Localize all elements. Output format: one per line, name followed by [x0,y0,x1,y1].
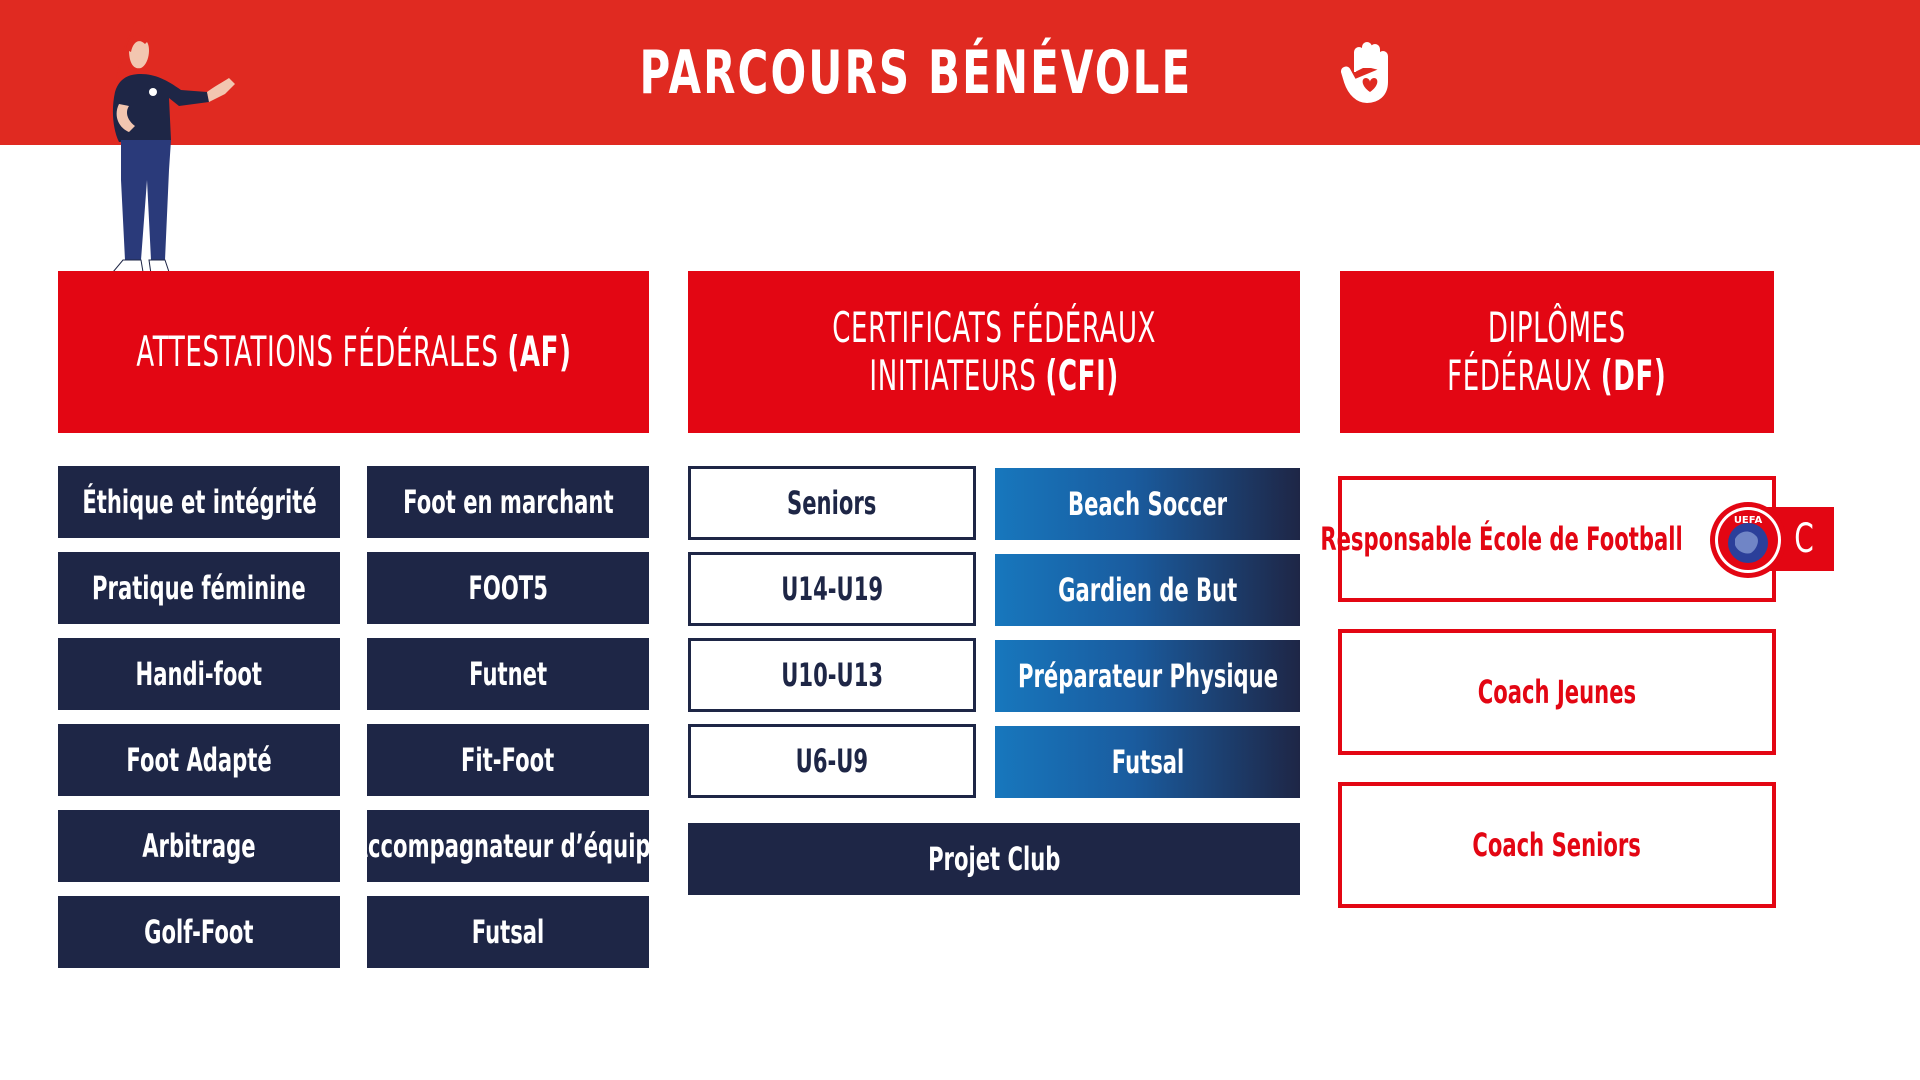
uefa-logo-icon [1709,501,1787,579]
af-header-bold: (AF) [506,327,572,376]
af-tile-label: FOOT5 [468,569,548,607]
df-header-line2-bold: (DF) [1600,351,1667,400]
af-tile-handi-foot[interactable] [58,638,340,710]
cfi-tile-label: Seniors [787,484,877,522]
af-tile-accompagnateur[interactable] [351,810,665,882]
af-tile-label: Golf-Foot [144,913,254,951]
cfi-header-line2-bold: (CFI) [1045,351,1119,400]
af-tile-golf-foot[interactable] [58,896,340,968]
af-tile-label: Pratique féminine [92,569,306,607]
af-tile-foot5[interactable] [367,552,649,624]
df-header-line2-light: FÉDÉRAUX [1447,351,1601,400]
cfi-tile-label: Futsal [1111,743,1184,781]
cfi-header [688,271,1300,433]
df-tile-label: Coach Jeunes [1477,673,1637,711]
cfi-tile-gardien-de-but[interactable] [995,554,1300,626]
af-tile-label: Futsal [471,913,545,951]
cfi-tile-u14-u19[interactable] [688,552,976,626]
cfi-tile-u6-u9[interactable] [688,724,976,798]
af-tile-label: Foot Adapté [126,741,272,779]
cfi-tile-label: U6-U9 [795,742,869,780]
af-header [58,271,649,433]
af-header-light: ATTESTATIONS FÉDÉRALES [135,327,507,376]
af-tile-pratique-feminine[interactable] [58,552,340,624]
cfi-header-line2-light: INITIATEURS [869,351,1046,400]
af-tile-foot-adapte[interactable] [58,724,340,796]
df-header [1340,271,1774,433]
df-tile-coach-seniors[interactable] [1338,782,1776,908]
cfi-tile-label: Projet Club [927,840,1061,878]
af-tile-label: Éthique et intégrité [81,483,317,521]
af-tile-ethique[interactable] [58,466,340,538]
af-tile-futsal[interactable] [367,896,649,968]
cfi-tile-projet-club[interactable] [688,823,1300,895]
af-tile-futnet[interactable] [367,638,649,710]
cfi-tile-label: Gardien de But [1057,571,1238,609]
cfi-tile-u10-u13[interactable] [688,638,976,712]
af-tile-label: Foot en marchant [402,483,614,521]
mascot-illustration [85,20,245,295]
af-tile-label: Fit-Foot [461,741,555,779]
df-tile-label: Coach Seniors [1472,826,1642,864]
uefa-logo-text: UEFA [1733,515,1763,526]
df-header-line1: DIPLÔMES [1488,303,1626,352]
af-tile-label: Accompagnateur d’équipe [351,827,665,865]
cfi-tile-seniors[interactable] [688,466,976,540]
af-tile-label: Arbitrage [142,827,256,865]
df-tile-label: Responsable École de Football [1320,520,1684,558]
cfi-tile-label: U10-U13 [781,656,883,694]
page-title [0,0,1920,145]
df-tile-coach-jeunes[interactable] [1338,629,1776,755]
af-tile-foot-en-marchant[interactable] [367,466,649,538]
af-tile-label: Futnet [469,655,547,693]
cfi-tile-label: U14-U19 [781,570,883,608]
page-title-text: PARCOURS BÉNÉVOLE [639,37,1193,108]
cfi-header-line1: CERTIFICATS FÉDÉRAUX [832,303,1156,352]
af-tile-arbitrage[interactable] [58,810,340,882]
hand-heart-icon [1341,42,1399,104]
cfi-tile-preparateur-physique[interactable] [995,640,1300,712]
af-tile-fit-foot[interactable] [367,724,649,796]
cfi-tile-label: Beach Soccer [1067,485,1228,523]
cfi-tile-futsal[interactable] [995,726,1300,798]
af-tile-label: Handi-foot [135,655,263,693]
uefa-level-text: C [1794,516,1814,562]
cfi-tile-beach-soccer[interactable] [995,468,1300,540]
cfi-tile-label: Préparateur Physique [1017,657,1278,695]
